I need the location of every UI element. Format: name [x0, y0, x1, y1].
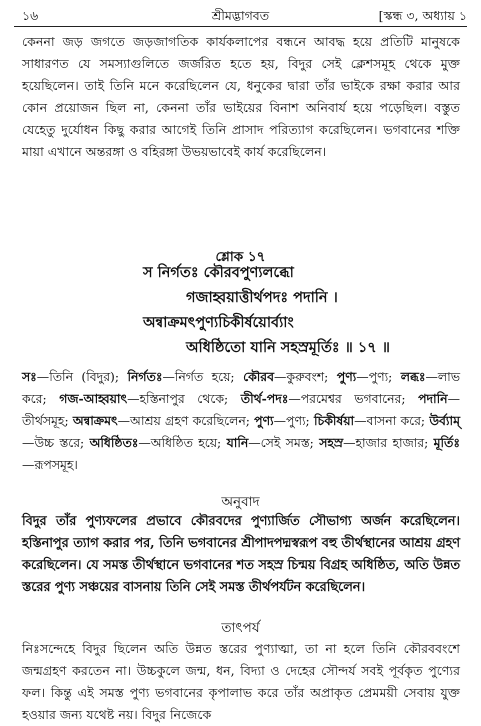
synonym-meaning: বাসনা করে;: [366, 413, 426, 428]
synonym-meaning: তীর্থসমূহ;: [22, 413, 69, 428]
header-rule: [14, 26, 467, 27]
synonym-term: অন্বাক্রমৎ: [72, 413, 118, 428]
synonym-term: পুণ্য: [254, 413, 274, 428]
synonym-meaning: হাজার হাজার;: [355, 435, 429, 450]
book-title: শ্রীমদ্ভাগবত: [211, 8, 270, 23]
synonym-meaning: কুরুবংশ;: [286, 369, 329, 384]
synonym-term: যানি: [226, 435, 249, 450]
synonym-term: লব্ধঃ: [400, 369, 426, 384]
synonym-term: চিকীর্ষয়া: [313, 413, 355, 428]
verse-line-4: অধিষ্ঠিতো যানি সহস্রমূর্তিঃ ॥ ১৭ ॥: [186, 339, 390, 356]
synonym-term: গজ-আহ্বয়াৎ: [59, 391, 128, 406]
page-number: ১৬: [22, 8, 39, 23]
verse-line-3: অন্বাক্রমৎপুণ্যচিকীর্ষয়োর্ব্যাং: [143, 314, 294, 331]
translation-heading: অনুবাদ: [221, 494, 260, 510]
synonym-meaning: রূপসমূহ।: [34, 457, 78, 472]
synonym-meaning: অধিষ্ঠিত হয়ে;: [150, 435, 222, 450]
synonym-term: পুণ্য: [336, 369, 357, 384]
synonym-meaning: পুণ্য;: [368, 369, 393, 384]
synonym-meaning: আশ্রয় গ্রহণ করেছিলেন;: [130, 413, 250, 428]
shloka-heading: শ্লোক ১৭: [215, 249, 266, 265]
synonyms-paragraph: সঃ—তিনি (বিদুর); নির্গতঃ—নির্গত হয়ে; কৌরব—কুরুবংশ; পুণ্য—পুণ্য; লব্ধঃ—লাভ করে; গজ-আহ্বয়াৎ—হস্তিনাপুর থেকে; তীর্থ-পদঃ—পরমেশ্বর ভগবানের; পদানি—তীর্থসমূহ; অন্বাক্রমৎ—আশ্রয় গ্রহণ করেছিলেন; পুণ্য—পুণ্য; চিকীর্ষয়া—বাসনা করে; উর্ব্যাম্—উচ্চ স্তরে; অধিষ্ঠিতঃ—অধিষ্ঠিত হয়ে; যানি—সেই সমস্ত; সহস্র—হাজার হাজার; মূর্তিঃ—রূপসমূহ।: [22, 369, 460, 472]
chapter-reference: [স্কন্ধ ৩, অধ্যায় ১: [378, 8, 467, 23]
synonym-meaning: উচ্চ স্তরে;: [34, 435, 85, 450]
intro-paragraph: কেননা জড় জগতে জড়জাগতিক কার্যকলাপের বন্ধনে আবদ্ধ হয়ে প্রতিটি মানুষকে সাধারণত যে সমস্যাগুলিতে জর্জরিত হতে হয়, বিদুর সেই ক্লেশসমূহ থেকে মুক্ত হয়েছিলেন। তাই তিনি মনে করেছিলেন যে, ধনুকের দ্বারা তাঁর ভাইকে রক্ষা করার আর কোন প্রয়োজন ছিল না, কেননা তাঁর ভাইয়ের বিনাশ অনিবার্য হয়ে পড়েছিল। বস্তুত যেহেতু দুর্যোধন কিছু করার আগেই তিনি প্রাসাদ পরিত্যাগ করেছিলেন। ভগবানের শক্তি মায়া এখানে অন্তরঙ্গা ও বহিরঙ্গা উভয়ভাবেই কার্য করেছিলেন।: [22, 34, 460, 159]
synonym-meaning: লাভ করে;: [22, 369, 460, 406]
verse-line-1: স নির্গতঃ কৌরবপুণ্যলব্ধো: [143, 264, 294, 281]
verse-line-2: গজাহ্বয়াত্তীর্থপদঃ পদানি ।: [186, 289, 338, 306]
synonym-term: সহস্র: [319, 435, 344, 450]
purport-paragraph: নিঃসন্দেহে বিদুর ছিলেন অতি উন্নত স্তরের পুণ্যাত্মা, তা না হলে তিনি কৌরববংশে জন্মগ্রহণ করতেন না। উচ্চকুলে জন্ম, ধন, বিদ্যা ও দেহের সৌন্দর্য সবই পূর্বকৃত পুণ্যের ফল। কিন্তু এই সমস্ত পুণ্য ভগবানের কৃপালাভ করে তাঁর অপ্রাকৃত প্রেমময়ী সেবায় যুক্ত হওয়ার জন্য যথেষ্ট নয়। বিদুর নিজেকে: [22, 641, 460, 722]
synonym-term: মূর্তিঃ: [433, 435, 460, 450]
purport-heading: তাৎপর্য: [221, 620, 260, 636]
page-header: [14, 6, 467, 26]
synonym-term: পদানি: [418, 391, 448, 406]
synonym-term: অধিষ্ঠিতঃ: [89, 435, 139, 450]
synonym-meaning: পরমেশ্বর ভগবানের;: [300, 391, 406, 406]
synonym-term: সঃ: [22, 369, 37, 384]
translation-paragraph: বিদুর তাঁর পুণ্যফলের প্রভাবে কৌরবদের পুণ্যার্জিত সৌভাগ্য অর্জন করেছিলেন। হস্তিনাপুর ত্যাগ করার পর, তিনি ভগবানের শ্রীপাদপদ্মস্বরূপ বহু তীর্থস্থানের আশ্রয় গ্রহণ করেছিলেন। যে সমস্ত তীর্থস্থানে ভগবানের শত সহস্র চিন্ময় বিগ্রহ অধিষ্ঠিত, অতি উন্নত স্তরের পুণ্য সঞ্চয়ের বাসনায় তিনি সেই সমস্ত তীর্থপর্যটন করেছিলেন।: [22, 514, 460, 595]
synonym-meaning: তিনি (বিদুর);: [49, 369, 120, 384]
synonym-meaning: সেই সমস্ত;: [260, 435, 314, 450]
synonym-meaning: পুণ্য;: [286, 413, 310, 428]
synonym-term: নির্গতঃ: [127, 369, 163, 384]
synonym-term: উর্ব্যাম্: [429, 413, 460, 428]
synonym-term: কৌরব: [243, 369, 275, 384]
synonym-meaning: হস্তিনাপুর থেকে;: [139, 391, 229, 406]
synonym-meaning: নির্গত হয়ে;: [174, 369, 235, 384]
synonym-term: তীর্থ-পদঃ: [240, 391, 289, 406]
